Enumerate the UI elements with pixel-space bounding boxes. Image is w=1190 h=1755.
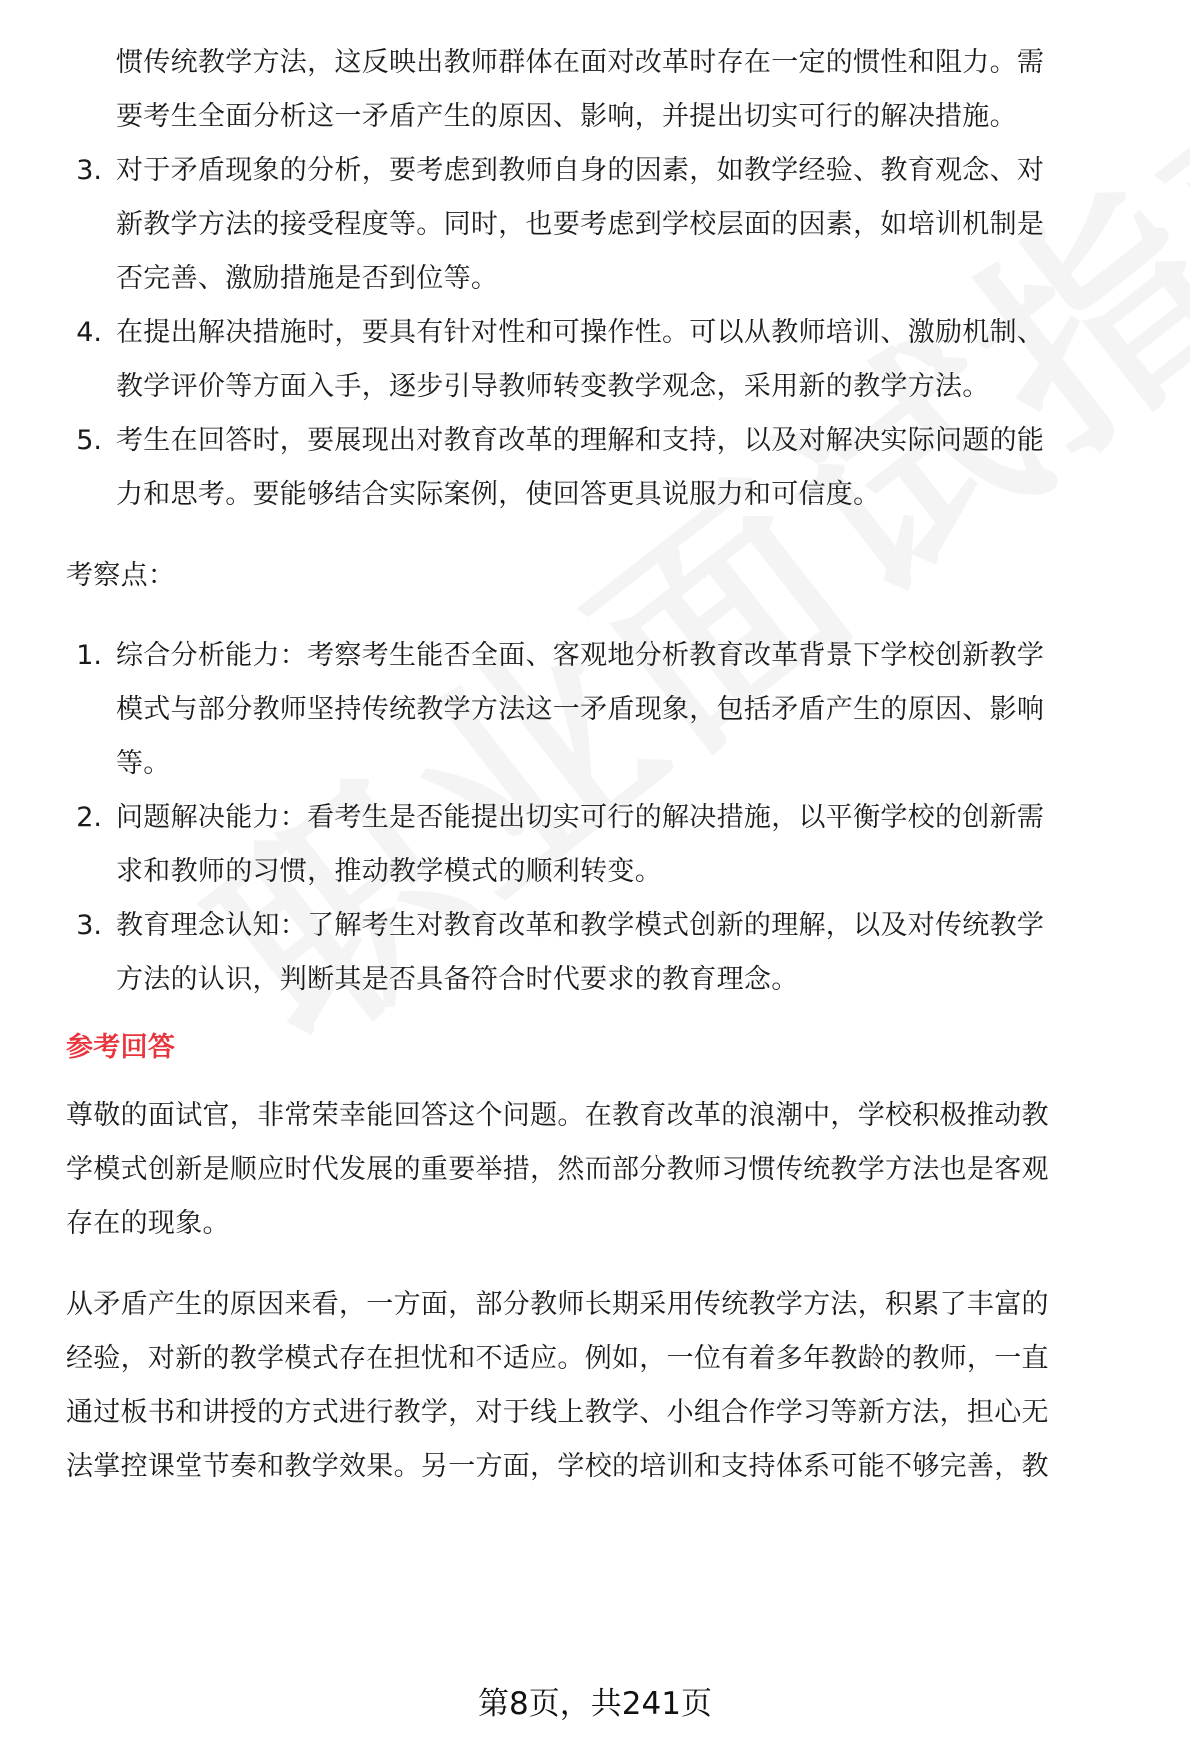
- paragraph-line: 从矛盾产生的原因来看，一方面，部分教师长期采用传统教学方法，积累了丰富的: [66, 1289, 1049, 1320]
- list-item-line: 新教学方法的接受程度等。同时，也要考虑到学校层面的因素，如培训机制是: [116, 209, 1045, 240]
- list-item-line: 力和思考。要能够结合实际案例，使回答更具说服力和可信度。: [116, 479, 881, 510]
- paragraph-line: 通过板书和讲授的方式进行教学，对于线上教学、小组合作学习等新方法，担心无: [66, 1397, 1049, 1428]
- list-number: 5.: [76, 425, 102, 456]
- list-item-line: 考生在回答时，要展现出对教育改革的理解和支持，以及对解决实际问题的能: [116, 425, 1045, 456]
- list-number: 2.: [76, 802, 102, 833]
- paragraph-line: 经验，对新的教学模式存在担忧和不适应。例如，一位有着多年教龄的教师，一直: [66, 1343, 1049, 1374]
- page-number: 第8页，共241页: [478, 1686, 712, 1722]
- paragraph-line: 学模式创新是顺应时代发展的重要举措，然而部分教师习惯传统教学方法也是客观: [66, 1154, 1049, 1185]
- section-heading: 考察点：: [66, 560, 176, 591]
- list-item-line: 综合分析能力：考察考生能否全面、客观地分析教育改革背景下学校创新教学: [116, 640, 1045, 671]
- paragraph-line: 法掌控课堂节奏和教学效果。另一方面，学校的培训和支持体系可能不够完善，教: [66, 1451, 1049, 1482]
- list-item-line: 问题解决能力：看考生是否能提出切实可行的解决措施，以平衡学校的创新需: [116, 802, 1045, 833]
- list-item-line: 教育理念认知：了解考生对教育改革和教学模式创新的理解，以及对传统教学: [116, 910, 1045, 941]
- list-item-line: 模式与部分教师坚持传统教学方法这一矛盾现象，包括矛盾产生的原因、影响: [116, 694, 1045, 725]
- list-item-line: 在提出解决措施时，要具有针对性和可操作性。可以从教师培训、激励机制、: [116, 317, 1045, 348]
- list-number: 1.: [76, 640, 102, 671]
- list-item-line: 求和教师的习惯，推动教学模式的顺利转变。: [116, 856, 662, 887]
- list-item-line: 否完善、激励措施是否到位等。: [116, 263, 499, 294]
- paragraph-line: 存在的现象。: [66, 1208, 230, 1239]
- paragraph-line: 要考生全面分析这一矛盾产生的原因、影响，并提出切实可行的解决措施。: [116, 101, 1017, 132]
- list-item-line: 教学评价等方面入手，逐步引导教师转变教学观念，采用新的教学方法。: [116, 371, 990, 402]
- list-number: 4.: [76, 317, 102, 348]
- list-item-line: 方法的认识，判断其是否具备符合时代要求的教育理念。: [116, 964, 799, 995]
- list-number: 3.: [76, 155, 102, 186]
- list-item-line: 等。: [116, 748, 171, 779]
- answer-heading: 参考回答: [66, 1032, 176, 1063]
- list-item-line: 对于矛盾现象的分析，要考虑到教师自身的因素，如教学经验、教育观念、对: [116, 155, 1045, 186]
- paragraph-line: 惯传统教学方法，这反映出教师群体在面对改革时存在一定的惯性和阻力。需: [116, 47, 1045, 78]
- list-number: 3.: [76, 910, 102, 941]
- paragraph-line: 尊敬的面试官，非常荣幸能回答这个问题。在教育改革的浪潮中，学校积极推动教: [66, 1100, 1049, 1131]
